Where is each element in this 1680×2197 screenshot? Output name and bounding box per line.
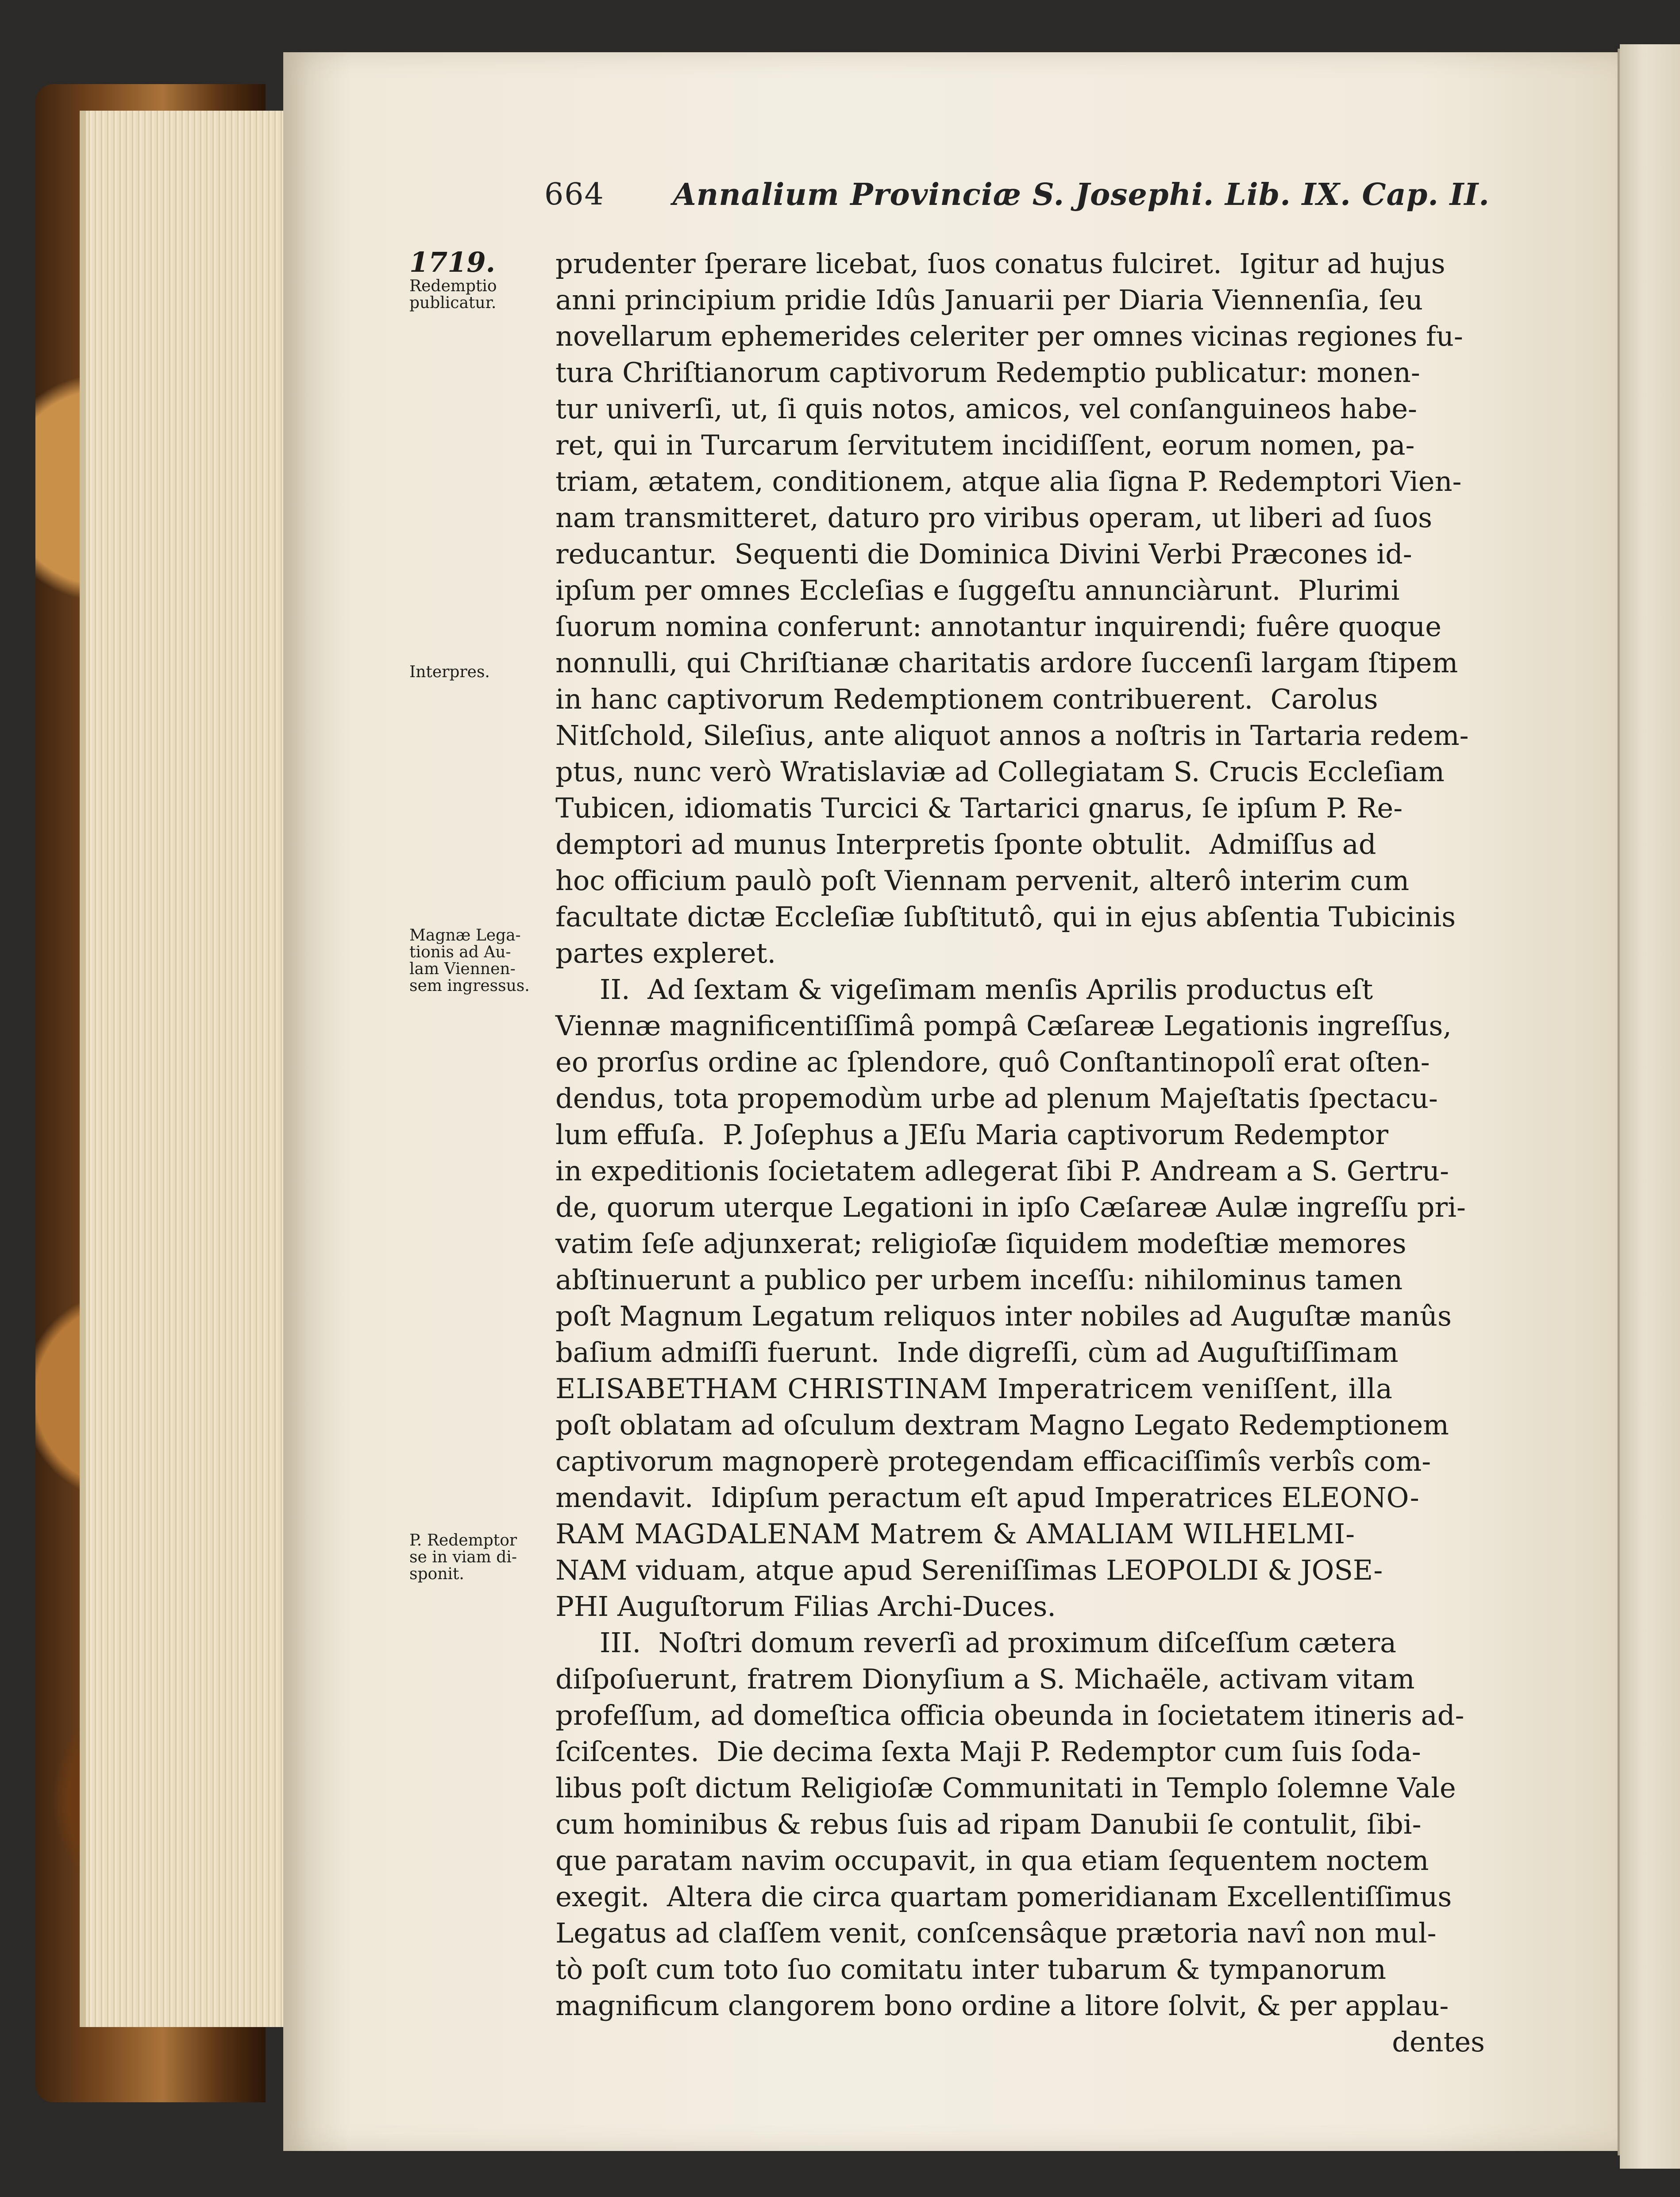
- margin-note-interpres: [409, 664, 551, 681]
- margin-line: sponit.: [409, 1565, 464, 1583]
- text-line: nonnulli, qui Chriſtianæ charitatis ardore ſuccenſi largam ſtipem: [555, 647, 1458, 679]
- text-line: ſciſcentes. Die decima ſexta Maji P. Redemptor cum ſuis ſoda-: [555, 1735, 1421, 1768]
- text-line: II. Ad ſextam & vigeſimam menſis Aprilis productus eſt: [600, 973, 1373, 1006]
- text-line: cum hominibus & rebus ſuis ad ripam Danubii ſe contulit, ſibi-: [555, 1808, 1422, 1840]
- text-line: tur univerſi, ut, ſi quis notos, amicos, vel conſanguineos habe-: [555, 393, 1417, 425]
- margin-line: publicatur.: [409, 294, 497, 312]
- margin-line: P. Redemptor: [409, 1531, 517, 1549]
- text-line: hoc officium paulò poſt Viennam pervenit, alterô interim cum: [555, 864, 1410, 897]
- text-line: III. Noſtri domum reverſi ad proximum diſceſſum cætera: [600, 1627, 1397, 1659]
- margin-line: se in viam di-: [409, 1548, 517, 1566]
- text-line: in expeditionis ſocietatem adlegerat ſibi P. Andream a S. Gertru-: [555, 1155, 1449, 1187]
- text-line: facultate dictæ Eccleſiæ ſubſtitutô, qui in ejus abſentia Tubicinis: [555, 901, 1456, 933]
- text-line: Nitſchold, Sileſius, ante aliquot annos a noſtris in Tartaria redem-: [555, 719, 1469, 752]
- text-line: ptus, nunc verò Wratislaviæ ad Collegiatam S. Crucis Eccleſiam: [555, 755, 1445, 788]
- running-title: Annalium Provinciæ S. Josephi. Lib. IX. Cap. II.: [673, 177, 1490, 212]
- running-head: [544, 177, 1527, 230]
- text-line: in hanc captivorum Redemptionem contribuerent. Carolus: [555, 683, 1378, 715]
- text-line: eo prorſus ordine ac ſplendore, quô Conſtantinopolî erat oſten-: [555, 1046, 1430, 1078]
- margin-line: Redemptio: [409, 277, 497, 295]
- text-line: ſuorum nomina conferunt: annotantur inquirendi; fuêre quoque: [555, 610, 1441, 643]
- text-line: prudenter ſperare licebat, ſuos conatus fulciret. Igitur ad hujus: [555, 247, 1445, 280]
- text-line: RAM MAGDALENAM Matrem & AMALIAM WILHELMI-: [555, 1518, 1356, 1550]
- margin-note-redemptor: [409, 1532, 551, 1583]
- text-line: que paratam navim occupavit, in qua etiam ſequentem noctem: [555, 1844, 1429, 1877]
- text-line: mendavit. Idipſum peractum eſt apud Imperatrices ELEONO-: [555, 1481, 1419, 1514]
- text-line: triam, ætatem, conditionem, atque alia ſigna P. Redemptori Vien-: [555, 465, 1462, 497]
- text-line: partes expleret.: [555, 937, 776, 969]
- margin-year: 1719.: [409, 246, 496, 278]
- text-line: vatim ſeſe adjunxerat; religioſæ ſiquidem modeſtiæ memores: [555, 1227, 1406, 1260]
- page-edges: [80, 111, 298, 2027]
- text-line: Legatus ad claſſem venit, conſcensâque prætoria navî non mul-: [555, 1917, 1437, 1949]
- margin-line: Interpres.: [409, 663, 490, 681]
- facing-page-edge: [1620, 44, 1680, 2169]
- text-line: magnificum clangorem bono ordine a litore ſolvit, & per applau-: [555, 1989, 1449, 2022]
- text-line: baſium admiſſi fuerunt. Inde digreſſi, cùm ad Auguſtiſſimam: [555, 1336, 1399, 1368]
- text-line: demptori ad munus Interpretis ſponte obtulit. Admiſſus ad: [555, 828, 1376, 860]
- margin-line: Magnæ Lega-: [409, 926, 521, 944]
- text-line: ipſum per omnes Eccleſias e ſuggeſtu annunciàrunt. Plurimi: [555, 574, 1400, 606]
- text-line: reducantur. Sequenti die Dominica Divini Verbi Præcones id-: [555, 538, 1412, 570]
- text-line: novellarum ephemerides celeriter per omnes vicinas regiones fu-: [555, 320, 1463, 352]
- text-line: tura Chriſtianorum captivorum Redemptio publicatur: monen-: [555, 356, 1420, 389]
- text-line: Tubicen, idiomatis Turcici & Tartarici gnarus, ſe ipſum P. Re-: [555, 792, 1403, 824]
- margin-note-redemptio: [409, 247, 551, 312]
- text-line: poſt oblatam ad oſculum dextram Magno Legato Redemptionem: [555, 1409, 1449, 1441]
- text-line: poſt Magnum Legatum reliquos inter nobiles ad Auguſtæ manûs: [555, 1300, 1452, 1332]
- text-line: diſpoſuerunt, fratrem Dionyſium a S. Michaële, activam vitam: [555, 1663, 1415, 1695]
- text-line: NAM viduam, atque apud Sereniſſimas LEOPOLDI & JOSE-: [555, 1554, 1383, 1586]
- text-line: ELISABETHAM CHRISTINAM Imperatricem veniſſent, illa: [555, 1372, 1393, 1405]
- text-line: de, quorum uterque Legationi in ipſo Cæſareæ Aulæ ingreſſu pri-: [555, 1191, 1466, 1223]
- text-line: ret, qui in Turcarum ſervitutem incidiſſent, eorum nomen, pa-: [555, 429, 1415, 461]
- text-line: abſtinuerunt a publico per urbem inceſſu: nihilominus tamen: [555, 1264, 1403, 1296]
- margin-line: tionis ad Au-: [409, 943, 511, 961]
- text-line: PHI Auguſtorum Filias Archi-Duces.: [555, 1590, 1056, 1623]
- catchword: dentes: [1392, 2026, 1485, 2058]
- text-line: anni principium pridie Idûs Januarii per Diaria Viennenſia, ſeu: [555, 284, 1423, 316]
- text-line: Viennæ magnificentiſſimâ pompâ Cæſareæ Legationis ingreſſus,: [555, 1010, 1452, 1042]
- text-line: libus poſt dictum Religioſæ Communitati in Templo ſolemne Vale: [555, 1772, 1456, 1804]
- text-line: dendus, tota propemodùm urbe ad plenum Majeſtatis ſpectacu-: [555, 1082, 1438, 1114]
- text-line: nam transmitteret, daturo pro viribus operam, ut liberi ad ſuos: [555, 501, 1433, 534]
- text-line: tò poſt cum toto ſuo comitatu inter tubarum & tympanorum: [555, 1953, 1387, 1985]
- page-number: 664: [544, 177, 605, 212]
- margin-line: lam Viennen-: [409, 960, 516, 978]
- margin-line: sem ingressus.: [409, 977, 530, 995]
- text-line: lum effuſa. P. Joſephus a JEſu Maria captivorum Redemptor: [555, 1118, 1389, 1151]
- text-line: profeſſum, ad domeſtica officia obeunda in ſocietatem itineris ad-: [555, 1699, 1464, 1731]
- margin-note-legatio: [409, 927, 551, 994]
- body-text: [555, 246, 1485, 2060]
- text-line: captivorum magnoperè protegendam efficaciſſimîs verbîs com-: [555, 1445, 1431, 1477]
- text-line: exegit. Altera die circa quartam pomeridianam Excellentiſſimus: [555, 1881, 1452, 1913]
